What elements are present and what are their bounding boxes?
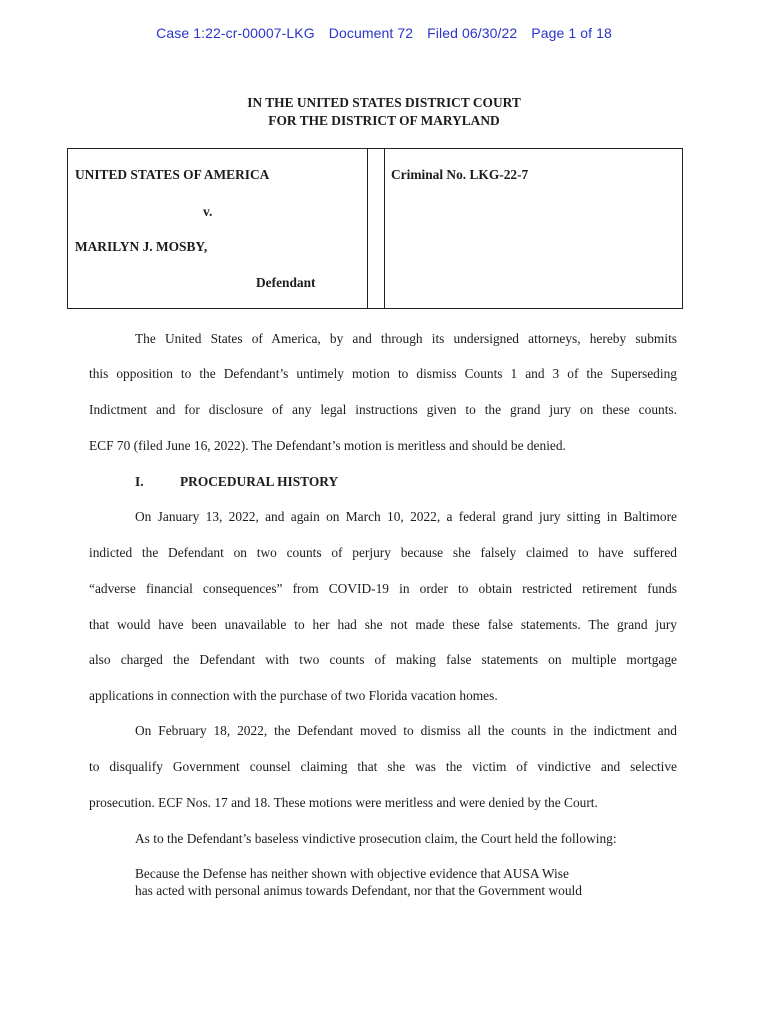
intro-line-4: ECF 70 (filed June 16, 2022). The Defendant’s motion is meritless and should be denied. xyxy=(89,438,566,453)
defendant-name: MARILYN J. MOSBY, xyxy=(75,239,208,254)
plaintiff-name: UNITED STATES OF AMERICA xyxy=(75,167,270,182)
history-line-6: applications in connection with the purchase of two Florida vacation homes. xyxy=(89,688,498,703)
section-number: I. xyxy=(135,474,144,489)
history-line-1: On January 13, 2022, and again on March 10, 2022, a federal grand jury sitting in Baltimore xyxy=(135,509,677,524)
quote-line-2: has acted with personal animus towards Defendant, nor that the Government would xyxy=(135,883,582,898)
document-number: Document 72 xyxy=(328,25,414,41)
filed-date: Filed 06/30/22 xyxy=(427,25,518,41)
defendant-role: Defendant xyxy=(256,275,316,290)
court-line-2: FOR THE DISTRICT OF MARYLAND xyxy=(268,113,500,128)
history-line-4: that would have been unavailable to her had she not made these false statements. The grand jury xyxy=(89,617,677,632)
court-line-1: IN THE UNITED STATES DISTRICT COURT xyxy=(247,95,521,110)
history-line-2: indicted the Defendant on two counts of perjury because she falsely claimed to have suffered xyxy=(89,545,677,560)
history-line-3: “adverse financial consequences” from COVID-19 in order to obtain restricted retirement funds xyxy=(89,581,677,596)
case-number: Case 1:22-cr-00007-LKG xyxy=(156,25,315,41)
intro-line-2: this opposition to the Defendant’s untimely motion to dismiss Counts 1 and 3 of the Superseding xyxy=(89,366,677,381)
quote-line-1: Because the Defense has neither shown with objective evidence that AUSA Wise xyxy=(135,866,569,881)
caption-divider-right xyxy=(384,149,385,308)
intro-line-1: The United States of America, by and through its undersigned attorneys, hereby submits xyxy=(135,331,677,346)
section-title: PROCEDURAL HISTORY xyxy=(180,474,339,489)
criminal-number: Criminal No. LKG-22-7 xyxy=(391,167,529,182)
motion-line-2: to disqualify Government counsel claiming that she was the victim of vindictive and selective xyxy=(89,759,677,774)
motion-line-3: prosecution. ECF Nos. 17 and 18. These motions were meritless and were denied by the Court. xyxy=(89,795,598,810)
court-title xyxy=(0,94,768,130)
intro-line-3: Indictment and for disclosure of any legal instructions given to the grand jury on these counts. xyxy=(89,402,677,417)
case-header xyxy=(0,25,768,41)
motion-line-1: On February 18, 2022, the Defendant moved to dismiss all the counts in the indictment and xyxy=(135,723,677,738)
vindictive-intro-line: As to the Defendant’s baseless vindictive prosecution claim, the Court held the following: xyxy=(135,831,617,846)
case-caption-box xyxy=(67,148,683,309)
page-indicator: Page 1 of 18 xyxy=(531,25,612,41)
caption-divider-left xyxy=(367,149,368,308)
history-line-5: also charged the Defendant with two counts of making false statements on multiple mortgage xyxy=(89,652,677,667)
versus-label: v. xyxy=(203,204,213,219)
